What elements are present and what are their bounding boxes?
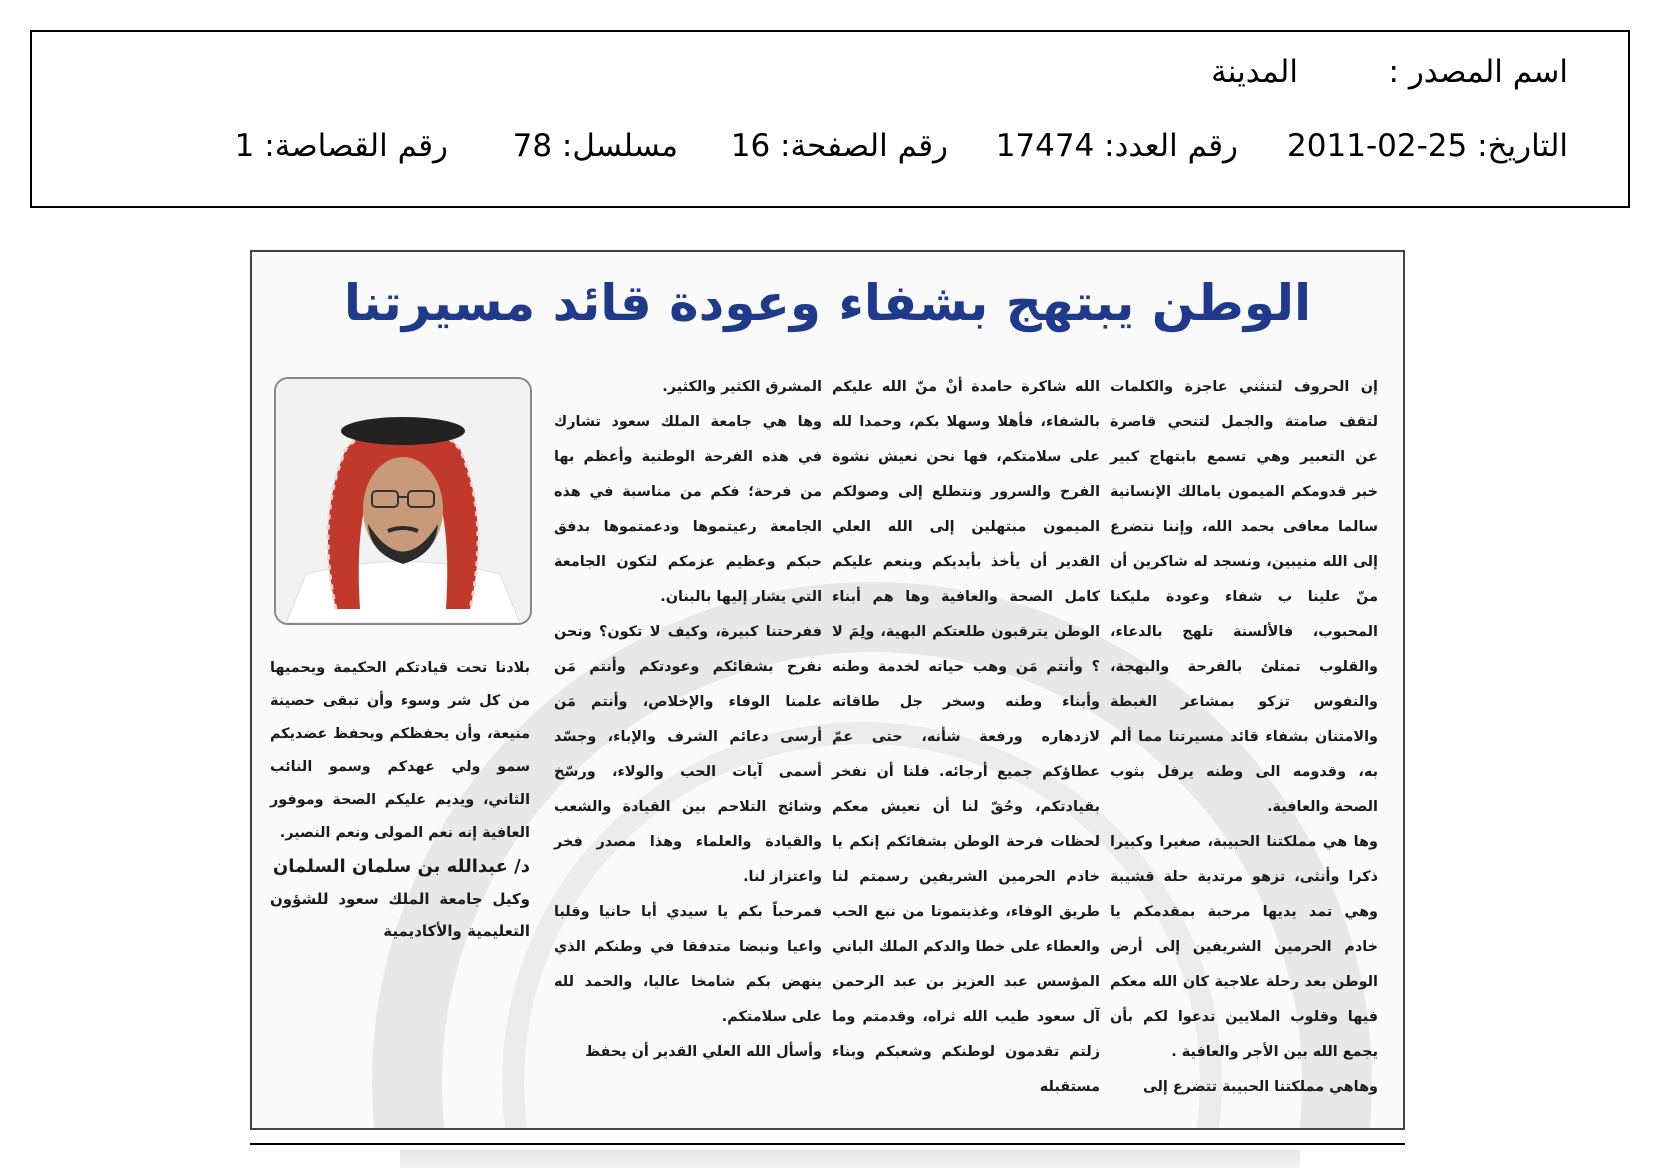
paragraph: إن الحروف لتنثني عاجزة والكلمات لتقف صامتة والجمل لتنحي قاصرة عن التعبير وهي تسمع بابتهاج كبير خبر قدومكم الميمون يامالك الإنسانية سالما معافى بحمد الله، وإننا نتضرع إلى الله منيبين، ونسجد له شاكرين أن منّ علينا ب شفاء وعودة مليكنا المحبوب، فالألسنة تلهج بالدعاء، والقلوب تمتلئ بالفرحة والبهجة، والنفوس تزكو بمشاعر الغبطة والامتنان بشفاء قائد مسيرتنا مما ألم به، وقدومه الى وطنه يرفل بثوب الصحة والعافية. (1110, 379, 1378, 815)
paragraph: بلادنا تحت قيادتكم الحكيمة ويحميها من كل شر وسوء وأن تبقى حصينة منيعة، وأن يحفظكم ويحفظ عضديكم سمو ولي عهدكم وسمو النائب الثاني، ويديم عليكم الصحة وموفور العافية إنه نعم المولى ونعم النصير. (270, 660, 530, 841)
paragraph: وهاهي مملكتنا الحبيبة تتضرع إلى (1142, 1079, 1378, 1095)
paragraph: وها هي مملكتنا الحبيبة، صغيرا وكبيرا ذكرا وأنثى، تزهو مرتدية حلة قشيبة وهي تمد يديها مرحبة بمقدمكم يا خادم الحرمين الشريفين إلى أرض الوطن بعد رحلة علاجية كان الله معكم فيها وقلوب الملايين تدعوا لكم بأن يجمع الله بين الأجر والعافية . (1110, 834, 1378, 1060)
watermark-text-band (400, 1150, 1300, 1168)
clip-field: رقم القصاصة: 1 (234, 128, 448, 164)
article-headline: الوطن يبتهج بشفاء وعودة قائد مسيرتنا (343, 274, 1312, 332)
article-column-2 (832, 370, 1100, 1105)
paragraph: المشرق الكثير والكثير. (662, 379, 822, 395)
paragraph: وها هي جامعة الملك سعود تشارك في هذه الفرحة الوطنية وأعظم بها من فرحة؛ فكم من مناسبة في هذه الجامعة رعيتموها ودعمتموها بدفق حبكم وعظيم عزمكم لتكون الجامعة التي يشار إليها بالبنان. (554, 414, 822, 605)
paragraph: فمرحباً بكم يا سيدي أبا حانيا وقلبا واعيا ونبضا متدفقا في وطنكم الذي ينهض بكم شامخا عاليا، والحمد لله على سلامتكم. (554, 904, 822, 1025)
article-column-4 (270, 652, 530, 947)
bottom-rule (250, 1143, 1405, 1145)
meta-line (52, 128, 1568, 178)
serial-field: مسلسل: 78 (512, 128, 678, 164)
author-portrait-icon (276, 379, 530, 623)
source-line (52, 54, 1568, 104)
source-label: اسم المصدر : (1388, 54, 1568, 90)
paragraph: وأسأل الله العلي القدير أن يحفظ (585, 1044, 822, 1060)
author-photo (274, 377, 532, 625)
newspaper-clipping (250, 250, 1405, 1130)
author-title: وكيل جامعة الملك سعود للشؤون التعليمية والأكاديمية (270, 890, 530, 940)
article-column-1 (1110, 370, 1378, 1105)
author-name: د/ عبدالله بن سلمان السلمان (272, 856, 530, 877)
date-field: التاريخ: 25-02-2011 (1287, 128, 1568, 164)
issue-field: رقم العدد: 17474 (995, 128, 1238, 164)
page-field: رقم الصفحة: 16 (730, 128, 948, 164)
article-column-3 (554, 370, 822, 1070)
paragraph: الله شاكرة حامدة أنْ منّ الله عليكم بالشفاء، فأهلا وسهلا بكم، وحمدا لله على سلامتكم، فها نحن نعيش نشوة الفرح والسرور ونتطلع إلى وصولكم الميمون مبتهلين إلى الله العلي القدير أن يأخذ بأيديكم وينعم عليكم كامل الصحة والعافية وها هم أبناء الوطن يترقبون طلعتكم البهية، ولِمَ لا ؟ وأنتم مَن وهب حياته لخدمة وطنه وأبناء وطنه وسخر جل طاقاته لازدهاره ورفعة شأنه، حتى عمّ عطاؤكم جميع أرجائه. فلنا أن نفخر بقيادتكم، وحُقّ لنا أن نعيش معكم لحظات فرحة الوطن بشفائكم إنكم يا خادم الحرمين الشريفين رسمتم لنا طريق الوفاء، وغذيتمونا من نبع الحب والعطاء على خطا والدكم الملك الباني المؤسس عبد العزيز بن عبد الرحمن آل سعود طيب الله ثراه، وقدمتم وما زلتم تقدمون لوطنكم وشعبكم وبناء مستقبله (832, 379, 1100, 1095)
archive-header (30, 30, 1630, 208)
paragraph: ففرحتنا كبيرة، وكيف لا تكون؟ ونحن نفرح بشفائكم وعودتكم وأنتم مَن علمنا الوفاء والإخلاص، وأنتم مَن أرسى دعائم الشرف والإباء، وجسّد أسمى آيات الحب والولاء، ورسّخ وشائج التلاحم بين القيادة والشعب والقيادة والعلماء وهذا مصدر فخر واعتزاز لنا. (554, 624, 822, 885)
source-value: المدينة (1211, 54, 1298, 90)
